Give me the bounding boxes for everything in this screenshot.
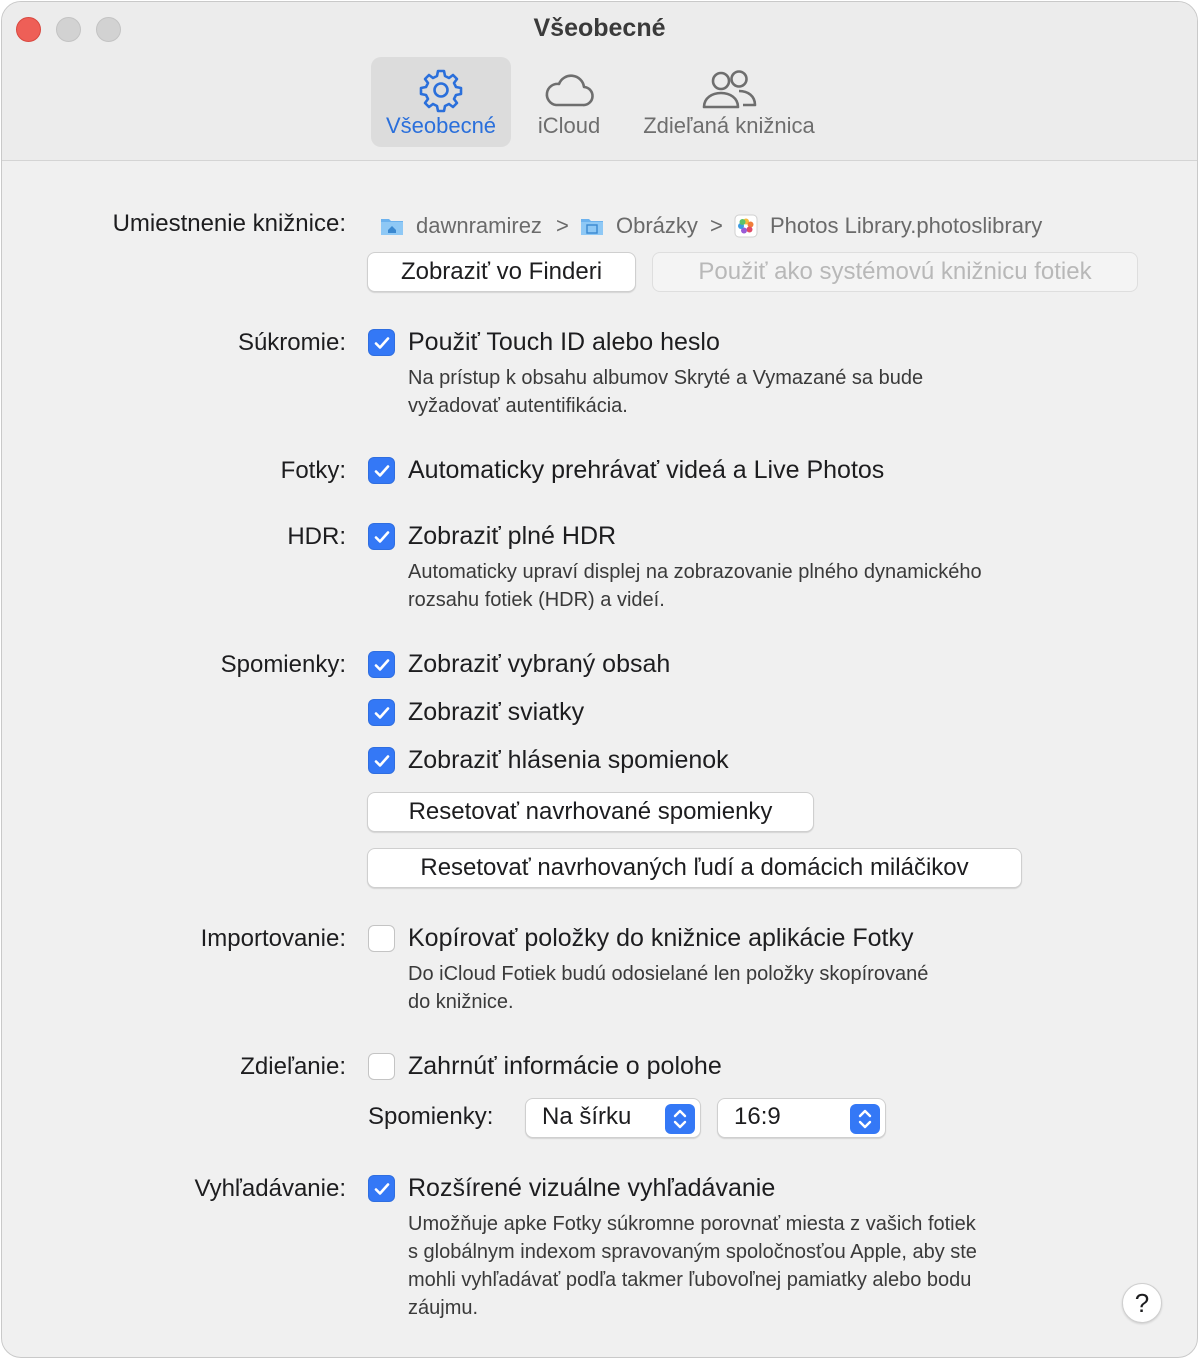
location-info-label: Zahrnúť informácie o polohe	[408, 1052, 722, 1080]
featured-content-checkbox[interactable]	[368, 651, 395, 678]
photos-label: Fotky:	[280, 457, 346, 484]
show-in-finder-button[interactable]: Zobraziť vo Finderi	[367, 252, 636, 292]
checkmark-icon	[373, 462, 391, 480]
toolbar	[2, 2, 1197, 161]
sharing-label: Zdieľanie:	[240, 1053, 346, 1080]
library-location-label: Umiestnenie knižnice:	[112, 210, 346, 237]
search-description-line: s globálnym indexom spravovaným spoločnosťou Apple, aby ste	[408, 1241, 977, 1263]
photos-library-icon	[734, 214, 758, 238]
search-description-line: Umožňuje apke Fotky súkromne porovnať miesta z vašich fotiek	[408, 1213, 976, 1235]
use-as-system-library-button[interactable]: Použiť ako systémovú knižnicu fotiek	[652, 252, 1138, 292]
visual-search-checkbox[interactable]	[368, 1175, 395, 1202]
people-icon	[699, 67, 759, 113]
importing-description-line: do knižnice.	[408, 991, 514, 1013]
location-info-checkbox[interactable]	[368, 1053, 395, 1080]
search-description-line: záujmu.	[408, 1297, 479, 1319]
autoplay-label: Automaticky prehrávať videá a Live Photos	[408, 456, 885, 484]
tab-icloud-label: iCloud	[537, 113, 601, 138]
tab-shared-label: Zdieľaná knižnica	[643, 113, 815, 138]
copy-items-label: Kopírovať položky do knižnice aplikácie Fotky	[408, 924, 914, 952]
gear-icon	[418, 67, 464, 113]
checkmark-icon	[373, 656, 391, 674]
reset-suggested-memories-button[interactable]: Resetovať navrhované spomienky	[367, 792, 814, 832]
search-label: Vyhľadávanie:	[194, 1175, 346, 1202]
privacy-description-line: vyžadovať autentifikácia.	[408, 395, 628, 417]
tab-general[interactable]	[371, 57, 511, 147]
holidays-label: Zobraziť sviatky	[408, 698, 585, 726]
aspect-ratio-value: 16:9	[734, 1103, 781, 1130]
help-button[interactable]: ?	[1122, 1283, 1162, 1323]
importing-description-line: Do iCloud Fotiek budú odosielané len položky skopírované	[408, 963, 929, 985]
checkmark-icon	[373, 528, 391, 546]
memories-notifications-label: Zobraziť hlásenia spomienok	[408, 746, 729, 774]
tab-shared-library[interactable]	[632, 57, 826, 147]
checkmark-icon	[373, 704, 391, 722]
hdr-checkbox[interactable]	[368, 523, 395, 550]
copy-items-checkbox[interactable]	[368, 925, 395, 952]
checkmark-icon	[373, 752, 391, 770]
featured-content-label: Zobraziť vybraný obsah	[408, 650, 671, 678]
tab-general-label: Všeobecné	[385, 113, 497, 138]
path-library-label: Photos Library.photoslibrary	[770, 213, 1043, 238]
orientation-value: Na šírku	[542, 1103, 632, 1130]
cloud-icon	[542, 67, 596, 113]
search-description-line: mohli vyhľadávať podľa takmer ľubovoľnej pamiatky alebo bodu	[408, 1269, 972, 1291]
touch-id-label: Použiť Touch ID alebo heslo	[408, 328, 720, 356]
privacy-label: Súkromie:	[237, 329, 346, 356]
autoplay-checkbox[interactable]	[368, 457, 395, 484]
touch-id-checkbox[interactable]	[368, 329, 395, 356]
sharing-memories-label: Spomienky:	[368, 1103, 494, 1130]
hdr-label: HDR:	[287, 523, 346, 550]
holidays-checkbox[interactable]	[368, 699, 395, 726]
checkmark-icon	[373, 334, 391, 352]
hdr-description-line: rozsahu fotiek (HDR) a videí.	[408, 589, 665, 611]
home-folder-icon	[380, 216, 404, 236]
path-pictures-label: Obrázky	[616, 213, 698, 238]
reset-suggested-people-button[interactable]: Resetovať navrhovaných ľudí a domácich miláčikov	[367, 848, 1022, 888]
window-title: Všeobecné	[533, 14, 666, 42]
aspect-ratio-select[interactable]	[717, 1098, 886, 1138]
privacy-description-line: Na prístup k obsahu albumov Skryté a Vymazané sa bude	[408, 367, 924, 389]
memories-label: Spomienky:	[220, 651, 346, 678]
importing-label: Importovanie:	[200, 925, 346, 952]
path-separator: >	[710, 213, 723, 238]
pictures-folder-icon	[580, 216, 604, 236]
memories-notifications-checkbox[interactable]	[368, 747, 395, 774]
hdr-description-line: Automaticky upraví displej na zobrazovanie plného dynamického	[408, 561, 982, 583]
checkmark-icon	[373, 1180, 391, 1198]
up-down-chevron-icon	[850, 1104, 880, 1134]
up-down-chevron-icon	[665, 1104, 695, 1134]
path-separator: >	[556, 213, 569, 238]
visual-search-label: Rozšírené vizuálne vyhľadávanie	[408, 1174, 776, 1202]
preferences-window	[1, 1, 1198, 1358]
path-home-label: dawnramirez	[416, 213, 542, 238]
hdr-option-label: Zobraziť plné HDR	[408, 522, 617, 550]
tab-icloud[interactable]	[524, 57, 614, 147]
orientation-select[interactable]	[525, 1098, 701, 1138]
